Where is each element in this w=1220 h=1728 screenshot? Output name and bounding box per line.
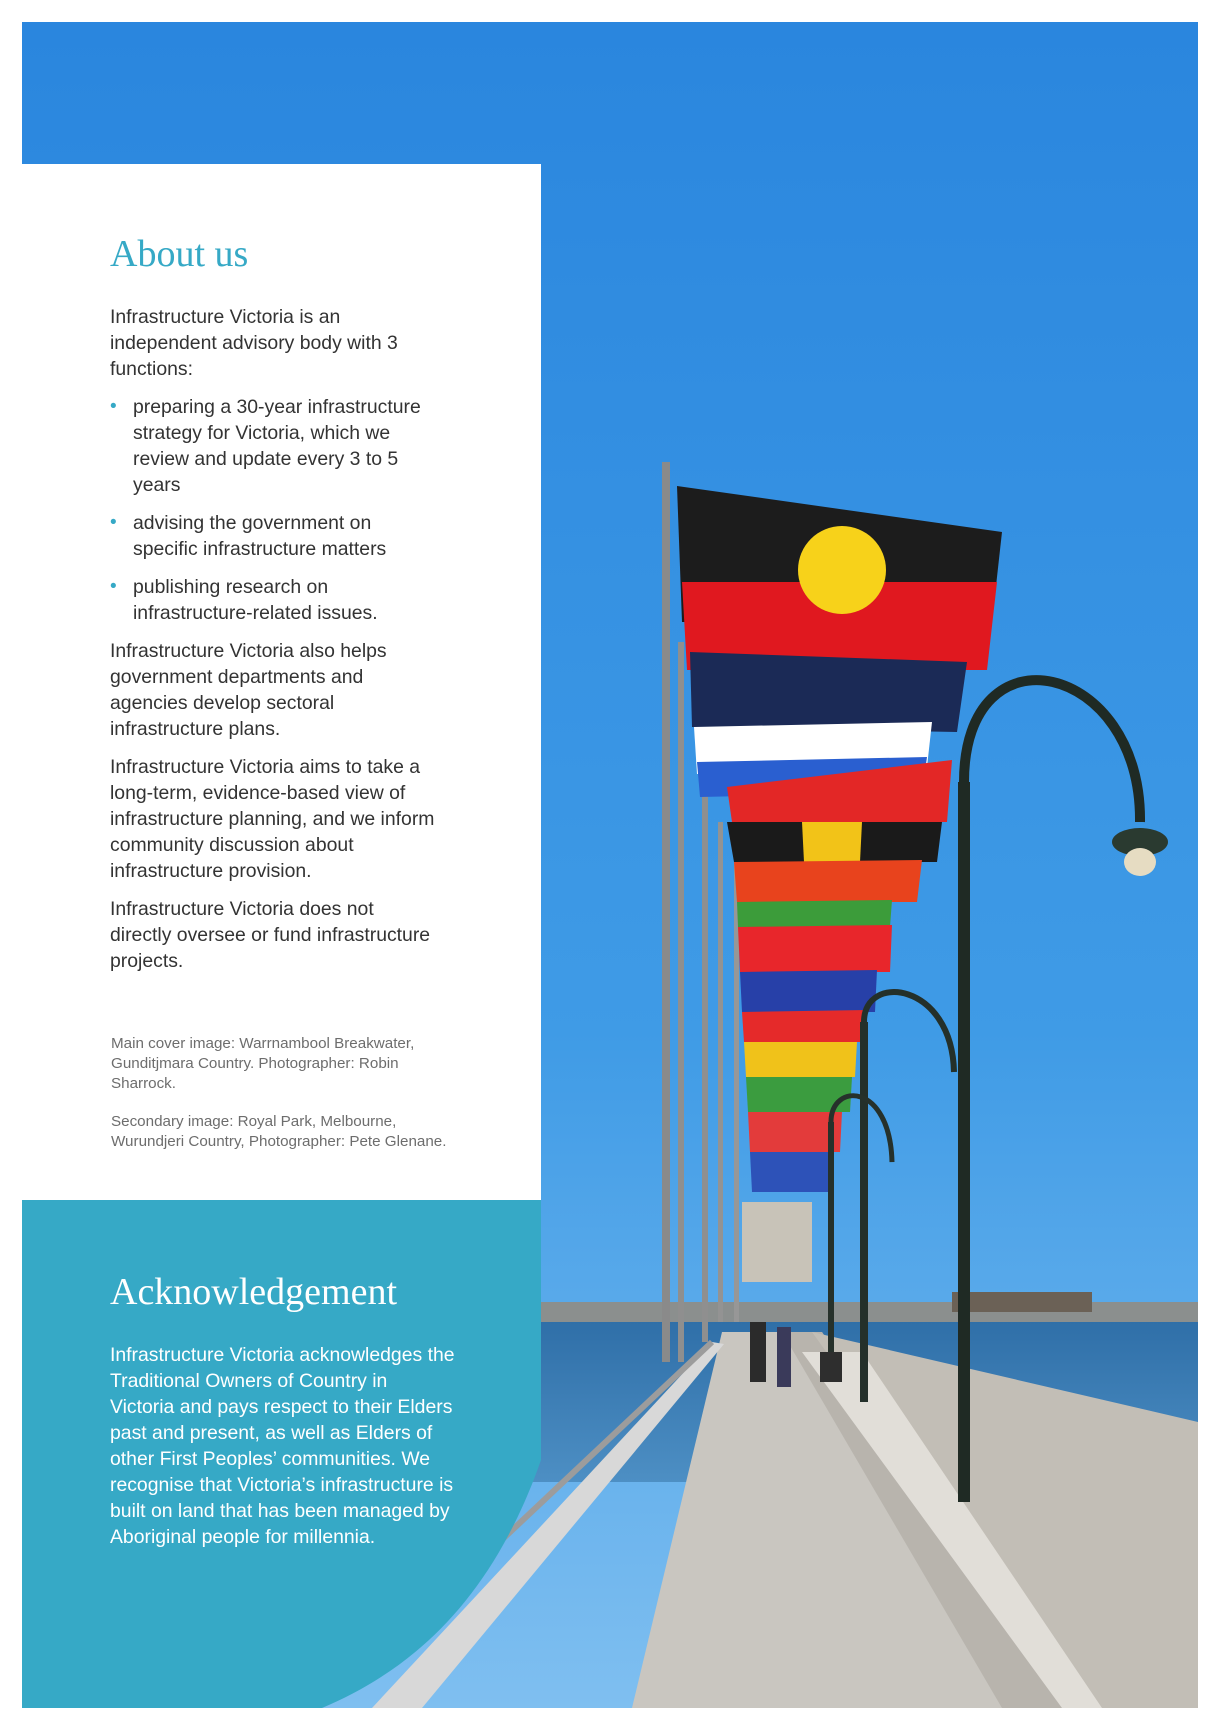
function-text: advising the government on specific infrastructure matters — [133, 512, 387, 560]
about-us-panel — [22, 164, 541, 1200]
function-text: preparing a 30-year infrastructure strategy for Victoria, which we review and update every 3 to 5 years — [133, 396, 421, 496]
image-credits — [111, 1034, 451, 1170]
list-item — [110, 574, 440, 626]
bullet-icon: • — [110, 396, 117, 417]
about-us-body — [110, 304, 440, 986]
list-item — [110, 394, 440, 498]
about-paragraph: Infrastructure Victoria also helps government departments and agencies develop sectoral infrastructure plans. — [110, 640, 387, 740]
function-text: publishing research on infrastructure-related issues. — [133, 576, 378, 624]
about-us-heading: About us — [110, 233, 249, 275]
main-image-credit: Main cover image: Warrnambool Breakwater, Gunditjmara Country. Photographer: Robin Sharrock. — [111, 1035, 415, 1092]
secondary-image-credit: Secondary image: Royal Park, Melbourne, Wurundjeri Country, Photographer: Pete Glenane. — [111, 1113, 447, 1150]
list-item — [110, 510, 440, 562]
about-paragraph: Infrastructure Victoria does not directly oversee or fund infrastructure projects. — [110, 898, 431, 972]
about-paragraph: Infrastructure Victoria aims to take a long-term, evidence-based view of infrastructure planning, and we inform community discussion about infrastructure provision. — [110, 756, 435, 882]
acknowledgement-heading: Acknowledgement — [110, 1271, 398, 1313]
functions-list — [110, 394, 440, 626]
bullet-icon: • — [110, 576, 117, 597]
bullet-icon: • — [110, 512, 117, 533]
about-intro: Infrastructure Victoria is an independent advisory body with 3 functions: — [110, 306, 398, 380]
acknowledgement-panel — [22, 1200, 541, 1708]
acknowledgement-text: Infrastructure Victoria acknowledges the Traditional Owners of Country in Victoria and pays respect to their Elders past and present, as well as Elders of other First Peoples’ communities. We recognise that Victoria’s infrastructure is built on land that has been managed by Aboriginal people for millennia. — [110, 1344, 455, 1548]
